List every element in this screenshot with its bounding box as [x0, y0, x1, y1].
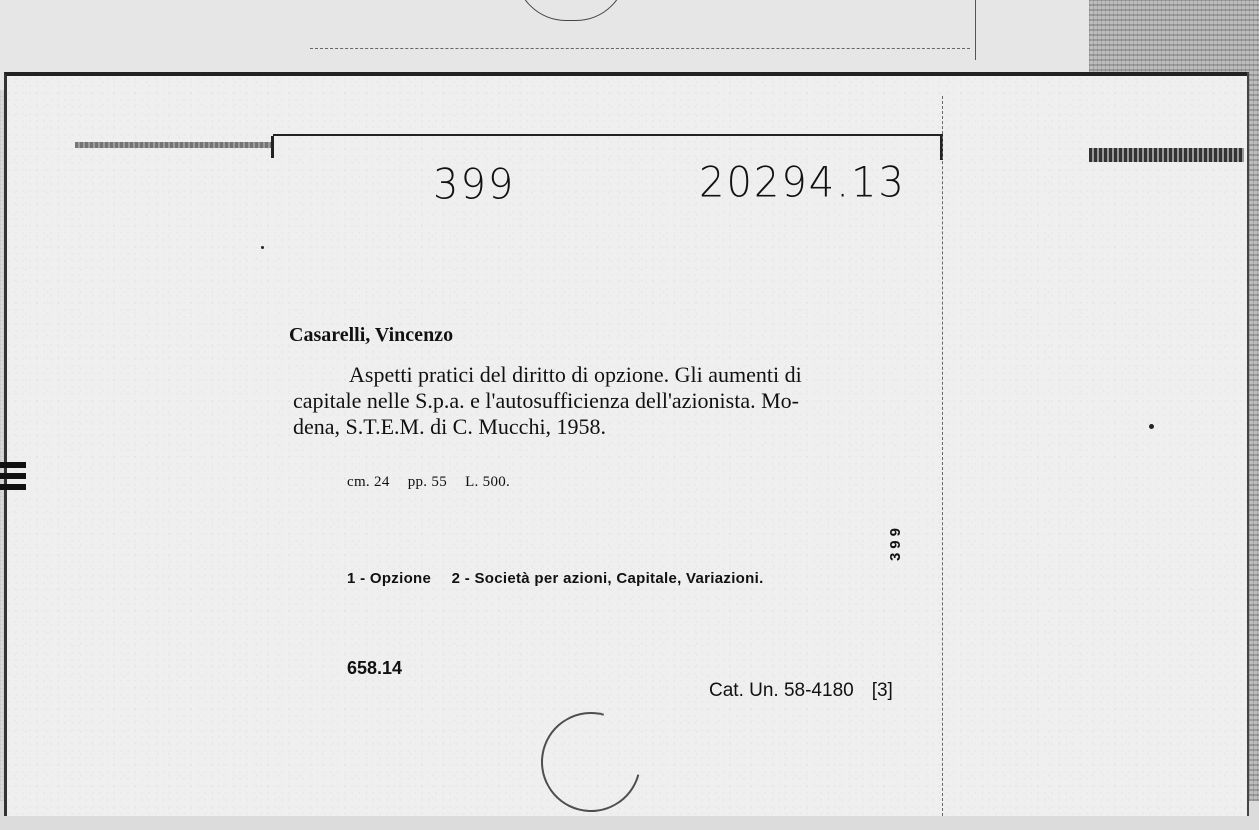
- vertical-dashed-rule: [942, 96, 943, 816]
- collation: [347, 474, 524, 491]
- perforation-rule: [75, 142, 273, 148]
- speck: [261, 246, 264, 249]
- catalog-id: Cat. Un. 58-4180: [709, 680, 854, 701]
- handwritten-call-number: 20294.13: [699, 158, 906, 208]
- left-edge-mark: [0, 460, 26, 490]
- title-description: [293, 362, 933, 440]
- top-rule: [273, 134, 943, 136]
- card-count: [3]: [871, 680, 893, 701]
- speck: [1149, 424, 1154, 429]
- subject-tracings: [347, 570, 780, 587]
- dimensions: cm. 24: [347, 474, 390, 490]
- tracing-item: 1 - Opzione: [347, 570, 432, 587]
- title-line: capitale nelle S.p.a. e l'autosufficienza dell'azionista. Mo-: [293, 388, 799, 413]
- pagination: pp. 55: [407, 474, 448, 490]
- catalog-number: [709, 680, 893, 702]
- stamp-arc: [515, 0, 627, 21]
- catalog-card: [4, 72, 1247, 816]
- author-heading: Casarelli, Vincenzo: [289, 324, 454, 346]
- card-surface: [7, 76, 1247, 816]
- title-line: dena, S.T.E.M. di C. Mucchi, 1958.: [293, 414, 607, 439]
- perforation-rule-right: [1089, 148, 1244, 162]
- vertical-number: 399: [887, 524, 904, 562]
- price: L. 500.: [465, 474, 511, 490]
- dashed-rule: [310, 48, 970, 49]
- tracing-item: 2 - Società per azioni, Capitale, Variazioni.: [451, 570, 764, 587]
- classification-number: 658.14: [347, 658, 403, 678]
- card-edge: [975, 0, 976, 60]
- title-line: Aspetti pratici del diritto di opzione. Gli aumenti di: [349, 362, 802, 387]
- handwritten-number: 399: [433, 160, 516, 210]
- rule-divider: [271, 136, 274, 158]
